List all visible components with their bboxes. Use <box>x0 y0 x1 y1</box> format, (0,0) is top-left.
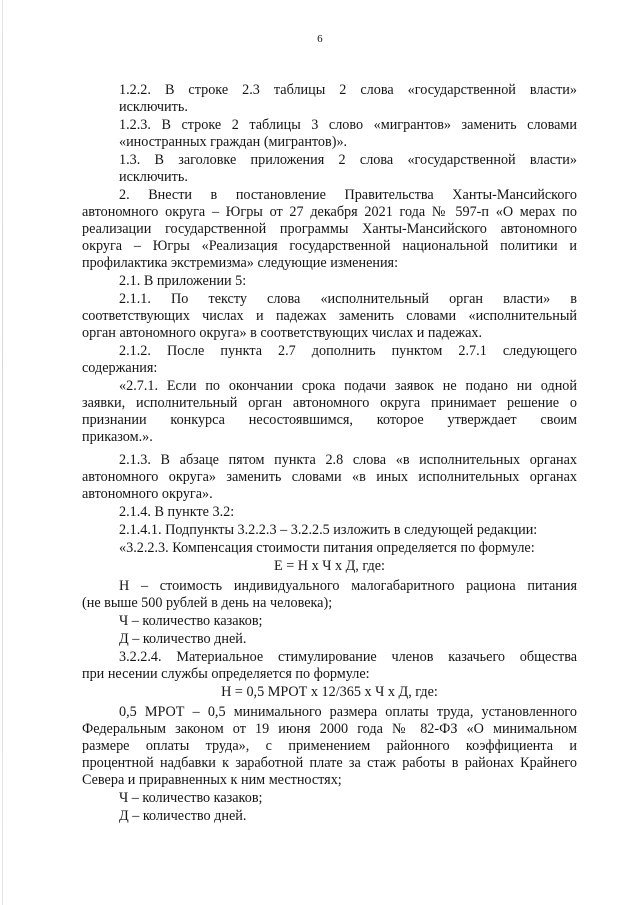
text-line: 2.1.2. После пункта 2.7 дополнить пунктом 2.7.1 следующего <box>119 343 577 359</box>
text-line: автономного округа» заменить словами «в иных исполнительных органах <box>82 469 577 485</box>
text-line: Ч – количество казаков; <box>119 790 263 806</box>
formula-stimulation: Н = 0,5 МРОТ х 12/365 х Ч х Д, где: <box>221 684 438 700</box>
text-line: (не выше 500 рублей в день на человека); <box>82 595 333 611</box>
paragraph-2-1-4 <box>82 504 577 521</box>
formula-compensation: Е = Н х Ч х Д, где: <box>274 558 385 574</box>
text-line: 2.1. В приложении 5: <box>119 273 247 289</box>
definition-h <box>82 578 577 612</box>
definition-ch <box>82 613 577 630</box>
text-line: исключить. <box>119 99 188 115</box>
text-line: реализации государственной программы Ханты-Мансийского автономного <box>82 221 577 237</box>
paragraph-2-1-4-1 <box>82 522 577 539</box>
text-line: Д – количество дней. <box>119 631 247 647</box>
text-line: процентной надбавки к заработной плате за стаж работы в районах Крайнего <box>82 755 577 771</box>
text-line: исключить. <box>119 169 188 185</box>
text-line: размере оплаты труда», с применением районного коэффициента и <box>82 738 577 754</box>
text-line: Д – количество дней. <box>119 808 247 824</box>
text-line: «2.7.1. Если по окончании срока подачи заявок не подано ни одной <box>119 378 577 394</box>
definition-d-2 <box>82 808 577 825</box>
text-line: 1.2.2. В строке 2.3 таблицы 2 слова «государственной власти» <box>119 82 577 98</box>
text-line: Севера и приравненных к ним местностях; <box>82 772 342 788</box>
document-body <box>82 82 577 826</box>
paragraph-3-2-2-3 <box>82 540 577 557</box>
text-line: при несении службы определяется по формуле: <box>82 666 370 682</box>
paragraph-2-1-2 <box>82 343 577 377</box>
definition-d <box>82 631 577 648</box>
text-line: 0,5 МРОТ – 0,5 минимального размера оплаты труда, установленного <box>119 704 577 720</box>
paragraph-2-1-3 <box>82 452 577 503</box>
paragraph-1-2-3 <box>82 117 577 151</box>
text-line: «3.2.2.3. Компенсация стоимости питания определяется по формуле: <box>119 540 535 556</box>
paragraph-3-2-2-4 <box>82 649 577 683</box>
paragraph-1-2-2 <box>82 82 577 116</box>
text-line: приказом.». <box>82 429 153 445</box>
definition-mrot <box>82 704 577 789</box>
page-number: 6 <box>317 33 323 45</box>
text-line: Федеральным законом от 19 июня 2000 года № 82-ФЗ «О минимальном <box>82 721 577 737</box>
text-line: 3.2.2.4. Материальное стимулирование членов казачьего общества <box>119 649 577 665</box>
text-line: 2.1.1. По тексту слова «исполнительный орган власти» в <box>119 291 577 307</box>
text-line: автономного округа». <box>82 486 213 502</box>
text-line: Ч – количество казаков; <box>119 613 263 629</box>
paragraph-1-3 <box>82 152 577 186</box>
text-line: «иностранных граждан (мигрантов)». <box>119 134 348 150</box>
text-line: Н – стоимость индивидуального малогабаритного рациона питания <box>119 578 577 594</box>
text-line: автономного округа – Югры от 27 декабря 2021 года № 597-п «О мерах по <box>82 204 577 220</box>
definition-ch-2 <box>82 790 577 807</box>
text-line: 2.1.4. В пункте 3.2: <box>119 504 235 520</box>
text-line: 1.2.3. В строке 2 таблицы 3 слово «мигрантов» заменить словами <box>119 117 577 133</box>
text-line: 2. Внести в постановление Правительства Ханты-Мансийского <box>119 187 577 203</box>
text-line: содержания: <box>82 360 158 376</box>
text-line: 2.1.3. В абзаце пятом пункта 2.8 слова «в исполнительных органах <box>119 452 577 468</box>
paragraph-2-1 <box>82 273 577 290</box>
paragraph-2-7-1-quote <box>82 378 577 446</box>
text-line: орган автономного округа» в соответствующих числах и падежах. <box>82 325 483 341</box>
text-line: 2.1.4.1. Подпункты 3.2.2.3 – 3.2.2.5 изложить в следующей редакции: <box>119 522 538 538</box>
scan-edge <box>2 0 3 905</box>
text-line: округа – Югры «Реализация государственной национальной политики и <box>82 238 577 254</box>
paragraph-2-1-1 <box>82 291 577 342</box>
text-line: признании конкурса несостоявшимся, которое утверждает своим <box>82 412 577 428</box>
text-line: соответствующих числах и падежах заменить словами «исполнительный <box>82 308 577 324</box>
paragraph-2 <box>82 187 577 272</box>
text-line: заявки, исполнительный орган автономного округа принимает решение о <box>82 395 577 411</box>
text-line: 1.3. В заголовке приложения 2 слова «государственной власти» <box>119 152 577 168</box>
text-line: профилактика экстремизма» следующие изменения: <box>82 255 399 271</box>
